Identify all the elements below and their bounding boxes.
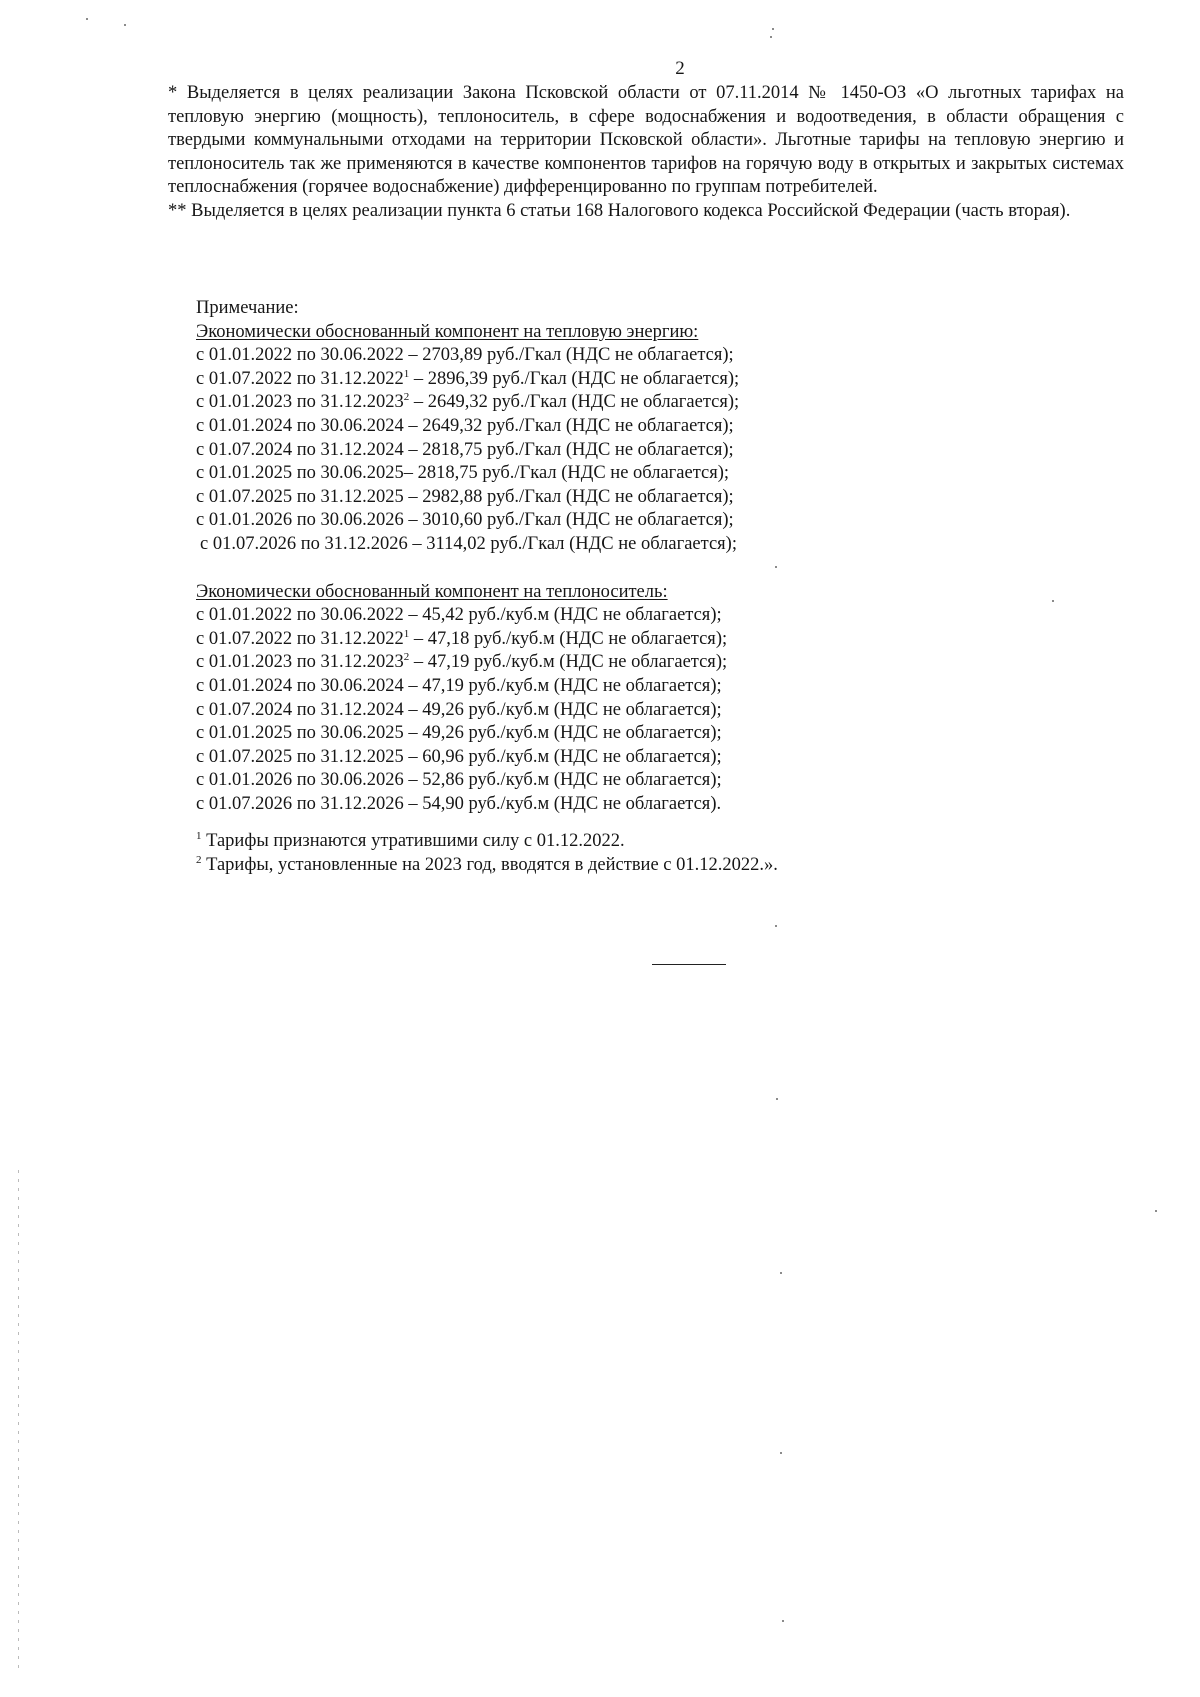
dash-separator: – bbox=[403, 699, 423, 720]
scan-speck bbox=[86, 18, 88, 20]
scan-speck bbox=[770, 36, 772, 38]
heat-energy-list bbox=[196, 344, 916, 556]
heat-energy-row bbox=[196, 509, 916, 533]
endnote-marker: 1 bbox=[196, 830, 202, 843]
tariff-value: 2818,75 руб./Гкал (НДС не облагается); bbox=[417, 463, 730, 484]
scan-speck bbox=[780, 1272, 782, 1274]
coolant-row bbox=[196, 722, 916, 746]
heat-energy-row bbox=[196, 533, 916, 557]
period-text: с 01.07.2026 по 31.12.2026 bbox=[196, 793, 404, 814]
period-text: с 01.01.2026 по 30.06.2026 bbox=[196, 770, 404, 791]
dash-separator: – bbox=[409, 392, 428, 413]
period-text: с 01.01.2024 по 30.06.2024 bbox=[196, 675, 404, 696]
coolant-row bbox=[196, 699, 916, 723]
endnote bbox=[196, 854, 916, 878]
tariff-value: 2982,88 руб./Гкал (НДС не облагается); bbox=[422, 486, 734, 507]
note-heading: Примечание: bbox=[196, 298, 299, 318]
tariff-value: 47,19 руб./куб.м (НДС не облагается); bbox=[422, 675, 722, 696]
scan-speck bbox=[775, 566, 777, 568]
period-text: с 01.01.2022 по 30.06.2022 bbox=[196, 605, 404, 626]
coolant-title: Экономически обоснованный компонент на теплоноситель: bbox=[196, 581, 668, 602]
heat-energy-row bbox=[196, 344, 916, 368]
scan-speck bbox=[124, 24, 126, 26]
heat-energy-row bbox=[196, 439, 916, 463]
footnote-double-asterisk: ** Выделяется в целях реализации пункта 6 статьи 168 Налогового кодекса Российской Федерации (часть вторая). bbox=[168, 200, 1071, 221]
footnote-marker: 1 bbox=[403, 367, 410, 380]
period-text: с 01.07.2026 по 31.12.2026 bbox=[200, 533, 408, 554]
period-text: с 01.01.2023 по 31.12.2023 bbox=[196, 652, 404, 673]
period-text: с 01.07.2025 по 31.12.2025 bbox=[196, 746, 404, 767]
tariff-value: 45,42 руб./куб.м (НДС не облагается); bbox=[422, 605, 722, 626]
dash-separator: – bbox=[403, 723, 423, 744]
endnote bbox=[196, 830, 916, 854]
tariff-value: 3114,02 руб./Гкал (НДС не облагается); bbox=[426, 533, 737, 554]
footnote-marker: 2 bbox=[403, 391, 410, 404]
scan-speck bbox=[1155, 1210, 1157, 1212]
period-text: с 01.07.2024 по 31.12.2024 bbox=[196, 439, 404, 460]
period-text: с 01.01.2025 по 30.06.2025 bbox=[196, 723, 404, 744]
dash-separator: – bbox=[407, 533, 427, 554]
period-text: с 01.07.2025 по 31.12.2025 bbox=[196, 486, 404, 507]
dash-separator: – bbox=[403, 793, 423, 814]
endnote-marker: 2 bbox=[196, 854, 202, 867]
period-text: с 01.07.2022 по 31.12.2022 bbox=[196, 368, 404, 389]
heat-energy-row bbox=[196, 415, 916, 439]
coolant-row bbox=[196, 651, 916, 675]
coolant-row bbox=[196, 628, 916, 652]
scan-speck bbox=[776, 1098, 778, 1100]
scan-speck bbox=[782, 1620, 784, 1622]
dash-separator: – bbox=[409, 368, 428, 389]
scan-speck bbox=[780, 1452, 782, 1454]
coolant-row bbox=[196, 675, 916, 699]
period-text: с 01.01.2026 по 30.06.2026 bbox=[196, 510, 404, 531]
period-text: с 01.01.2023 по 31.12.2023 bbox=[196, 392, 404, 413]
dash-separator: – bbox=[409, 628, 428, 649]
tariff-value: 49,26 руб./куб.м (НДС не облагается); bbox=[422, 723, 722, 744]
footnote-marker: 1 bbox=[403, 627, 410, 640]
heat-energy-row bbox=[196, 486, 916, 510]
dash-separator: – bbox=[403, 345, 423, 366]
tariff-value: 54,90 руб./куб.м (НДС не облагается). bbox=[422, 793, 722, 814]
tariff-value: 2703,89 руб./Гкал (НДС не облагается); bbox=[422, 345, 734, 366]
coolant-row bbox=[196, 769, 916, 793]
heat-energy-row bbox=[196, 368, 916, 392]
tariff-value: 60,96 руб./куб.м (НДС не облагается); bbox=[422, 746, 722, 767]
tariff-value: 2649,32 руб./Гкал (НДС не облагается); bbox=[427, 392, 740, 413]
dash-separator: – bbox=[403, 510, 423, 531]
tariff-value: 2818,75 руб./Гкал (НДС не облагается); bbox=[422, 439, 734, 460]
coolant-row bbox=[196, 604, 916, 628]
period-text: с 01.01.2022 по 30.06.2022 bbox=[196, 345, 404, 366]
dash-separator: – bbox=[409, 652, 428, 673]
tariff-value: 49,26 руб./куб.м (НДС не облагается); bbox=[422, 699, 722, 720]
scan-speck bbox=[775, 925, 777, 927]
dash-separator: – bbox=[403, 486, 423, 507]
period-text: с 01.01.2024 по 30.06.2024 bbox=[196, 415, 404, 436]
dash-separator: – bbox=[403, 463, 418, 484]
heat-energy-title: Экономически обоснованный компонент на тепловую энергию: bbox=[196, 321, 699, 342]
page-number: 2 bbox=[675, 58, 685, 79]
dash-separator: – bbox=[403, 675, 423, 696]
tariff-value: 2896,39 руб./Гкал (НДС не облагается); bbox=[427, 368, 740, 389]
dash-separator: – bbox=[403, 605, 423, 626]
end-of-document-rule bbox=[652, 964, 726, 965]
tariff-value: 47,19 руб./куб.м (НДС не облагается); bbox=[427, 652, 728, 673]
period-text: с 01.07.2024 по 31.12.2024 bbox=[196, 699, 404, 720]
endnote-text: Тарифы признаются утратившими силу с 01.12.2022. bbox=[201, 831, 625, 852]
endnotes-list bbox=[196, 830, 916, 877]
heat-energy-row bbox=[196, 462, 916, 486]
period-text: с 01.01.2025 по 30.06.2025 bbox=[196, 463, 404, 484]
scan-speck bbox=[772, 28, 774, 30]
tariff-value: 47,18 руб./куб.м (НДС не облагается); bbox=[427, 628, 728, 649]
endnote-text: Тарифы, установленные на 2023 год, вводятся в действие с 01.12.2022.». bbox=[201, 855, 778, 876]
footnote-marker: 2 bbox=[403, 651, 410, 664]
dash-separator: – bbox=[403, 770, 423, 791]
coolant-list bbox=[196, 604, 916, 816]
footnote-single-asterisk: * Выделяется в целях реализации Закона Псковской области от 07.11.2014 № 1450-ОЗ «О льготных тарифах на тепловую энергию (мощность), теплоноситель, в сфере водоснабжения и водоотведения, в области обращения с твердыми коммунальными отходами на территории Псковской области». Льготные тарифы на тепловую энергию и теплоноситель так же применяются в качестве компонентов тарифов на горячую воду в открытых и закрытых системах теплоснабжения (горячее водоснабжение) дифференцированно по группам потребителей. bbox=[168, 83, 1124, 197]
tariff-value: 3010,60 руб./Гкал (НДС не облагается); bbox=[422, 510, 734, 531]
coolant-row bbox=[196, 793, 916, 817]
coolant-row bbox=[196, 746, 916, 770]
note-block bbox=[196, 297, 916, 878]
tariff-value: 52,86 руб./куб.м (НДС не облагается); bbox=[422, 770, 722, 791]
dash-separator: – bbox=[403, 415, 423, 436]
period-text: с 01.07.2022 по 31.12.2022 bbox=[196, 628, 404, 649]
heat-energy-row bbox=[196, 391, 916, 415]
tariff-value: 2649,32 руб./Гкал (НДС не облагается); bbox=[422, 415, 734, 436]
dash-separator: – bbox=[403, 746, 423, 767]
scan-speck bbox=[1052, 600, 1054, 602]
scan-edge-artifact bbox=[18, 1170, 19, 1670]
footnotes-block bbox=[168, 82, 1124, 223]
dash-separator: – bbox=[403, 439, 423, 460]
